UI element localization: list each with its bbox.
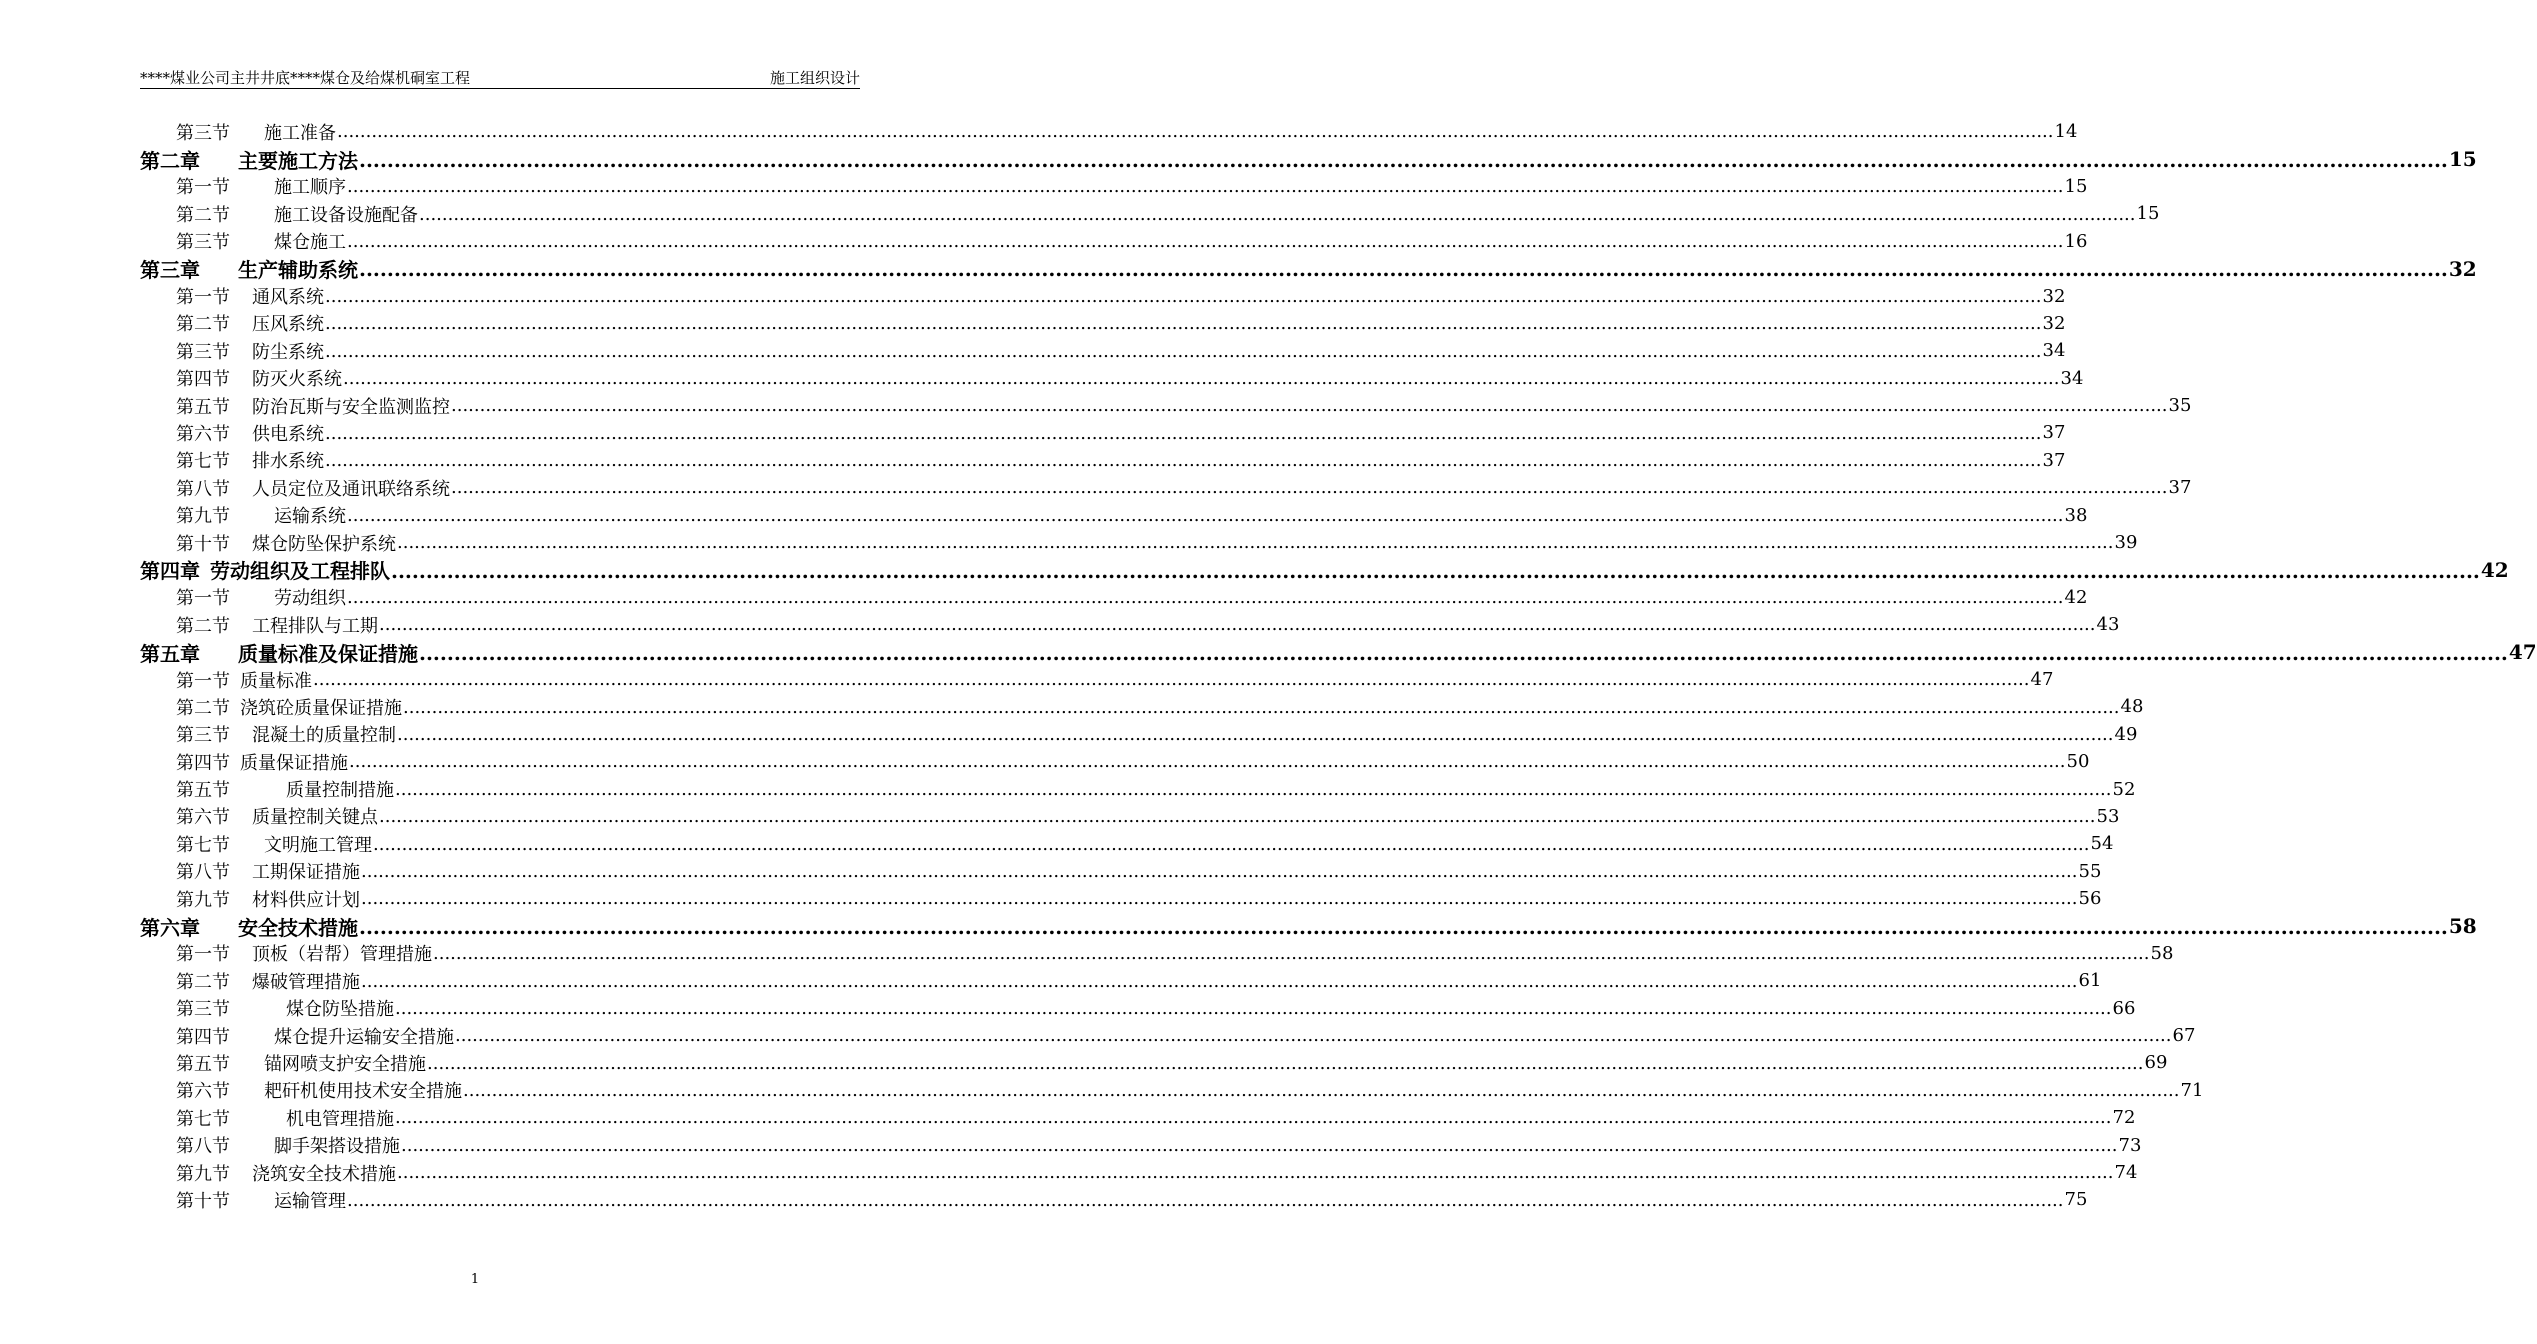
toc-chapter-entry[interactable] [140,255,2477,283]
toc-chapter-entry[interactable] [140,556,2509,584]
toc-entry-title: 主要施工方法 [238,148,358,173]
toc-entry-number: 第四章 [140,559,200,584]
page-header [140,68,860,89]
toc-entry-title: 混凝土的质量控制 [252,725,396,747]
toc-entry-title: 施工准备 [264,122,336,144]
toc-entry-title: 质量控制关键点 [252,807,378,829]
toc-entry-number: 第十节 [176,1190,230,1212]
toc-entry-page: 34 [2060,367,2084,389]
toc-entry-page: 34 [2042,340,2066,362]
toc-entry-title: 防灭火系统 [252,369,342,391]
toc-entry-title: 供电系统 [252,423,324,445]
toc-entry-number: 第八节 [176,862,230,884]
toc-entry-number: 第十节 [176,533,230,555]
toc-entry-page: 37 [2042,422,2066,444]
toc-entry-title: 防尘系统 [252,341,324,363]
toc-dot-leader: ............................................................................................................................................................................................................................................................................................................ [451,477,2168,499]
toc-entry-page: 15 [2064,175,2088,197]
toc-dot-leader: ............................................................................................................................................................................................................................................................................................................ [401,1134,2118,1156]
toc-dot-leader: ............................................................................................................................................................................................................................................................................................................ [373,833,2090,855]
toc-entry-page: 61 [2078,970,2102,992]
toc-entry-number: 第一节 [176,670,230,692]
toc-entry-title: 运输管理 [274,1190,346,1212]
toc-dot-leader: ............................................................................................................................................................................................................................................................................................................ [419,203,2136,225]
toc-entry-number: 第七节 [176,1108,230,1130]
toc-entry-number: 第五章 [140,641,200,666]
toc-entry-page: 47 [2030,669,2054,690]
toc-section-entry[interactable] [140,748,2090,775]
toc-dot-leader: ............................................................................................................................................................................................................................................................................................................ [359,914,2448,939]
toc-section-entry[interactable] [140,447,2066,474]
toc-dot-leader: ............................................................................................................................................................................................................................................................................................................ [347,176,2064,198]
toc-section-entry[interactable] [140,693,2144,720]
toc-entry-page: 67 [2172,1025,2196,1047]
toc-section-entry[interactable] [140,392,2192,419]
toc-dot-leader: ............................................................................................................................................................................................................................................................................................................ [347,587,2064,609]
toc-section-entry[interactable] [140,666,2054,693]
toc-entry-number: 第一节 [176,944,230,966]
toc-entry-number: 第二节 [176,971,230,993]
toc-chapter-entry[interactable] [140,912,2477,940]
toc-section-entry[interactable] [140,830,2114,857]
toc-entry-number: 第三节 [176,341,230,363]
toc-entry-number: 第五节 [176,1053,230,1075]
toc-entry-number: 第四节 [176,1026,230,1048]
toc-entry-title: 质量保证措施 [240,752,348,774]
toc-entry-title: 煤仓提升运输安全措施 [274,1026,454,1048]
toc-entry-title: 顶板（岩帮）管理措施 [252,944,432,966]
toc-entry-title: 工期保证措施 [252,862,360,884]
toc-entry-number: 第五节 [176,780,230,802]
toc-section-entry[interactable] [140,611,2120,638]
toc-dot-leader: ............................................................................................................................................................................................................................................................................................................ [455,1025,2172,1047]
toc-entry-title: 材料供应计划 [252,889,360,911]
toc-entry-number: 第六节 [176,1081,230,1103]
toc-dot-leader: ............................................................................................................................................................................................................................................................................................................ [463,1080,2180,1102]
toc-section-entry[interactable] [140,1077,2204,1104]
toc-section-entry[interactable] [140,967,2102,994]
toc-dot-leader: ............................................................................................................................................................................................................................................................................................................ [359,147,2448,172]
toc-dot-leader: ............................................................................................................................................................................................................................................................................................................ [379,614,2096,636]
toc-section-entry[interactable] [140,1104,2136,1131]
toc-entry-number: 第六节 [176,423,230,445]
toc-entry-title: 压风系统 [252,314,324,336]
toc-entry-page: 42 [2064,586,2088,608]
toc-chapter-entry[interactable] [140,638,2537,666]
toc-entry-number: 第四节 [176,752,230,774]
toc-dot-leader: ............................................................................................................................................................................................................................................................................................................ [395,1107,2112,1129]
toc-entry-number: 第二节 [176,204,230,226]
toc-section-entry[interactable] [140,584,2088,611]
header-document-title: ****煤业公司主井井底****煤仓及给煤机硐室工程 [140,69,471,87]
toc-section-entry[interactable] [140,1159,2138,1186]
toc-dot-leader: ............................................................................................................................................................................................................................................................................................................ [397,723,2114,745]
toc-entry-title: 排水系统 [252,451,324,473]
toc-dot-leader: ............................................................................................................................................................................................................................................................................................................ [361,888,2078,910]
toc-dot-leader: ............................................................................................................................................................................................................................................................................................................ [395,997,2112,1019]
toc-entry-page: 74 [2114,1162,2138,1184]
toc-entry-title: 质量标准 [240,670,312,692]
toc-entry-number: 第二节 [176,615,230,637]
toc-entry-title: 施工设备设施配备 [274,204,418,226]
toc-dot-leader: ............................................................................................................................................................................................................................................................................................................ [349,751,2066,773]
toc-section-entry[interactable] [140,365,2084,392]
table-of-contents [140,118,2537,1214]
toc-dot-leader: ............................................................................................................................................................................................................................................................................................................ [325,313,2042,335]
toc-section-entry[interactable] [140,228,2088,255]
toc-entry-page: 53 [2096,805,2120,827]
toc-entry-number: 第七节 [176,834,230,856]
toc-entry-number: 第二节 [176,314,230,336]
toc-section-entry[interactable] [140,1022,2196,1049]
toc-entry-title: 防治瓦斯与安全监测监控 [252,396,450,418]
toc-section-entry[interactable] [140,940,2174,967]
toc-dot-leader: ............................................................................................................................................................................................................................................................................................................ [361,860,2078,882]
toc-entry-number: 第六节 [176,807,230,829]
toc-dot-leader: ............................................................................................................................................................................................................................................................................................................ [427,1052,2144,1074]
header-section-title: 施工组织设计 [769,69,860,87]
toc-entry-title: 劳动组织及工程排队 [210,559,390,584]
toc-dot-leader: ............................................................................................................................................................................................................................................................................................................ [347,1189,2064,1211]
toc-entry-title: 浇筑砼质量保证措施 [240,697,402,719]
toc-entry-page: 48 [2120,696,2144,718]
toc-entry-title: 质量控制措施 [286,780,394,802]
toc-entry-page: 15 [2136,203,2160,225]
toc-entry-page: 47 [2508,640,2537,665]
toc-entry-title: 机电管理措施 [286,1108,394,1130]
toc-dot-leader: ............................................................................................................................................................................................................................................................................................................ [433,943,2150,965]
toc-entry-title: 煤仓防坠措施 [286,999,394,1021]
toc-entry-title: 安全技术措施 [238,915,358,940]
toc-entry-title: 锚网喷支护安全措施 [264,1053,426,1075]
toc-entry-number: 第八节 [176,1136,230,1158]
toc-entry-title: 文明施工管理 [264,834,372,856]
toc-entry-page: 71 [2180,1079,2204,1101]
toc-dot-leader: ............................................................................................................................................................................................................................................................................................................ [397,1162,2114,1184]
toc-entry-number: 第三节 [176,122,230,144]
toc-dot-leader: ............................................................................................................................................................................................................................................................................................................ [337,121,2054,143]
toc-entry-page: 32 [2042,285,2066,307]
toc-entry-title: 运输系统 [274,506,346,528]
toc-entry-page: 66 [2112,997,2136,1019]
toc-entry-number: 第一节 [176,287,230,309]
toc-dot-leader: ............................................................................................................................................................................................................................................................................................................ [325,450,2042,472]
toc-entry-number: 第四节 [176,369,230,391]
toc-entry-page: 58 [2150,942,2174,964]
toc-entry-number: 第九节 [176,889,230,911]
toc-dot-leader: ............................................................................................................................................................................................................................................................................................................ [391,558,2480,583]
toc-entry-page: 37 [2168,477,2192,499]
toc-entry-title: 煤仓防坠保护系统 [252,533,396,555]
toc-entry-number: 第三节 [176,232,230,254]
toc-entry-page: 69 [2144,1052,2168,1074]
toc-dot-leader: ............................................................................................................................................................................................................................................................................................................ [325,422,2042,444]
toc-section-entry[interactable] [140,118,2078,145]
toc-entry-page: 14 [2054,121,2078,143]
toc-entry-title: 工程排队与工期 [252,615,378,637]
toc-entry-number: 第六章 [140,915,200,940]
toc-dot-leader: ............................................................................................................................................................................................................................................................................................................ [325,340,2042,362]
toc-entry-page: 15 [2448,147,2477,172]
toc-entry-page: 42 [2480,557,2509,582]
toc-entry-page: 52 [2112,778,2136,800]
toc-dot-leader: ............................................................................................................................................................................................................................................................................................................ [361,970,2078,992]
toc-entry-number: 第九节 [176,1163,230,1185]
toc-entry-page: 32 [2448,256,2477,281]
toc-entry-title: 脚手架搭设措施 [274,1136,400,1158]
toc-entry-title: 爆破管理措施 [252,971,360,993]
toc-section-entry[interactable] [140,200,2160,227]
toc-section-entry[interactable] [140,1131,2142,1158]
toc-entry-page: 37 [2042,449,2066,471]
toc-section-entry[interactable] [140,803,2120,830]
toc-dot-leader: ............................................................................................................................................................................................................................................................................................................ [347,230,2064,252]
toc-section-entry[interactable] [140,419,2066,446]
toc-entry-number: 第八节 [176,478,230,500]
toc-dot-leader: ............................................................................................................................................................................................................................................................................................................ [313,669,2030,691]
toc-entry-page: 58 [2448,914,2477,939]
toc-entry-number: 第一节 [176,177,230,199]
toc-section-entry[interactable] [140,1049,2168,1076]
toc-dot-leader: ............................................................................................................................................................................................................................................................................................................ [403,696,2120,718]
toc-dot-leader: ............................................................................................................................................................................................................................................................................................................ [451,395,2168,417]
toc-entry-page: 39 [2114,532,2138,554]
toc-entry-page: 56 [2078,888,2102,910]
toc-entry-page: 73 [2118,1134,2142,1156]
toc-section-entry[interactable] [140,885,2102,912]
toc-entry-title: 煤仓施工 [274,232,346,254]
toc-entry-page: 16 [2064,230,2088,252]
toc-entry-page: 72 [2112,1107,2136,1129]
toc-entry-number: 第三节 [176,725,230,747]
toc-section-entry[interactable] [140,995,2136,1022]
toc-dot-leader: ............................................................................................................................................................................................................................................................................................................ [347,504,2064,526]
toc-entry-title: 通风系统 [252,287,324,309]
toc-chapter-entry[interactable] [140,145,2477,173]
toc-section-entry[interactable] [140,721,2138,748]
toc-entry-page: 50 [2066,751,2090,773]
toc-dot-leader: ............................................................................................................................................................................................................................................................................................................ [343,367,2060,389]
toc-entry-number: 第三节 [176,999,230,1021]
toc-entry-page: 32 [2042,312,2066,334]
toc-section-entry[interactable] [140,858,2102,885]
toc-section-entry[interactable] [140,173,2088,200]
toc-dot-leader: ............................................................................................................................................................................................................................................................................................................ [419,640,2508,665]
toc-entry-page: 75 [2064,1189,2088,1211]
toc-entry-page: 49 [2114,723,2138,745]
toc-dot-leader: ............................................................................................................................................................................................................................................................................................................ [395,778,2112,800]
toc-entry-title: 质量标准及保证措施 [238,641,418,666]
toc-section-entry[interactable] [140,474,2192,501]
toc-section-entry[interactable] [140,1186,2088,1213]
toc-entry-number: 第九节 [176,506,230,528]
toc-dot-leader: ............................................................................................................................................................................................................................................................................................................ [325,285,2042,307]
toc-section-entry[interactable] [140,501,2088,528]
toc-entry-number: 第三章 [140,258,200,283]
toc-section-entry[interactable] [140,282,2066,309]
toc-entry-page: 55 [2078,860,2102,882]
toc-entry-title: 耙矸机使用技术安全措施 [264,1081,462,1103]
toc-entry-title: 人员定位及通讯联络系统 [252,478,450,500]
toc-dot-leader: ............................................................................................................................................................................................................................................................................................................ [359,257,2448,282]
toc-entry-number: 第二节 [176,697,230,719]
toc-entry-title: 生产辅助系统 [238,258,358,283]
toc-entry-title: 浇筑安全技术措施 [252,1163,396,1185]
toc-dot-leader: ............................................................................................................................................................................................................................................................................................................ [379,806,2096,828]
toc-entry-number: 第一节 [176,588,230,610]
toc-entry-number: 第二章 [140,148,200,173]
toc-entry-page: 54 [2090,833,2114,855]
page-number: 1 [470,1272,480,1287]
toc-section-entry[interactable] [140,775,2136,802]
toc-entry-number: 第五节 [176,396,230,418]
toc-entry-page: 43 [2096,614,2120,636]
toc-entry-title: 劳动组织 [274,588,346,610]
toc-entry-page: 38 [2064,504,2088,526]
toc-dot-leader: ............................................................................................................................................................................................................................................................................................................ [397,532,2114,554]
toc-entry-page: 35 [2168,395,2192,417]
toc-section-entry[interactable] [140,337,2066,364]
toc-section-entry[interactable] [140,310,2066,337]
toc-entry-title: 施工顺序 [274,177,346,199]
toc-section-entry[interactable] [140,529,2138,556]
toc-entry-number: 第七节 [176,451,230,473]
